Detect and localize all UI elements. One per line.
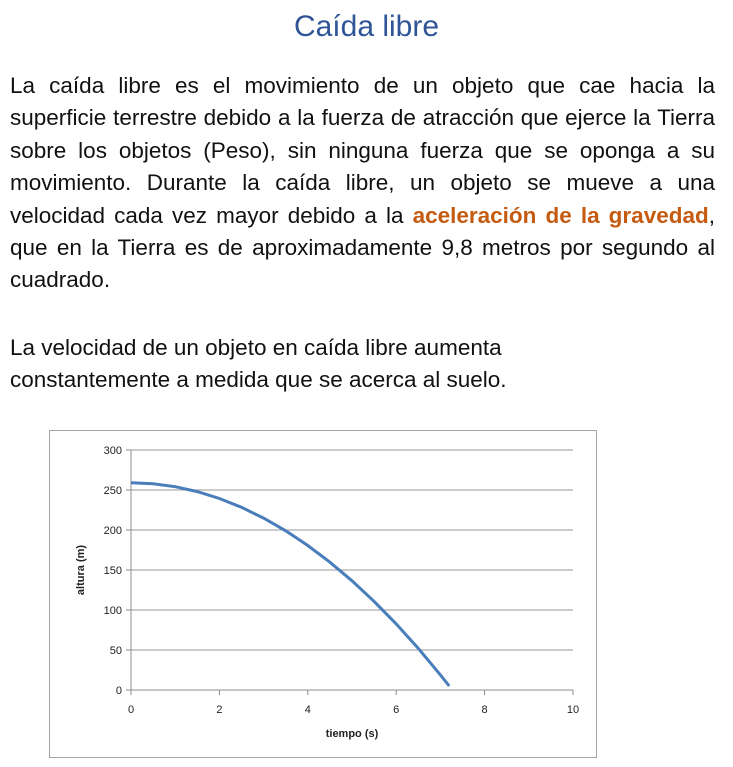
y-tick-label: 50 (109, 645, 122, 657)
x-axis-label: tiempo (s) (325, 728, 379, 740)
paragraph-definition (10, 70, 715, 297)
y-axis-ticks (104, 445, 122, 697)
x-tick-label: 0 (127, 704, 135, 716)
chart-gridlines (126, 450, 573, 695)
highlight-gravity-acceleration: aceleración de la gravedad (412, 202, 709, 228)
x-tick-label: 10 (566, 704, 580, 716)
x-tick-label: 2 (216, 704, 223, 716)
x-tick-label: 6 (393, 704, 400, 716)
y-axis-label: altura (m) (75, 544, 87, 596)
y-tick-label: 100 (103, 605, 122, 617)
series-line-altura (131, 483, 449, 686)
x-tick-label: 4 (304, 704, 311, 716)
page-title: Caída libre (293, 10, 440, 43)
y-tick-label: 150 (103, 565, 122, 577)
paragraph-text: La caída libre es el movimiento de un objeto que cae hacia la superficie terrestre debido a la fuerza de atracción que ejerce la Tierra sobre los objetos (Peso), sin ninguna fuerza que se oponga a su movimiento. Durante la caída libre, un objeto se mueve a una velocidad cada vez mayor debido a la (10, 73, 715, 228)
fall-chart (50, 431, 598, 759)
x-tick-label: 8 (481, 704, 488, 716)
y-tick-label: 250 (103, 485, 122, 497)
y-tick-label: 200 (103, 525, 122, 537)
paragraph-text-end: , que en la Tierra es de aproximadamente 9,8 metros por segundo al cuadrado. (10, 202, 715, 293)
y-tick-label: 300 (103, 445, 122, 457)
paragraph-velocity: La velocidad de un objeto en caída libre aumenta constantemente a medida que se acerca al suelo. (10, 335, 507, 393)
x-axis-ticks (128, 704, 579, 716)
y-tick-label: 0 (115, 685, 122, 697)
chart-container (49, 430, 597, 758)
